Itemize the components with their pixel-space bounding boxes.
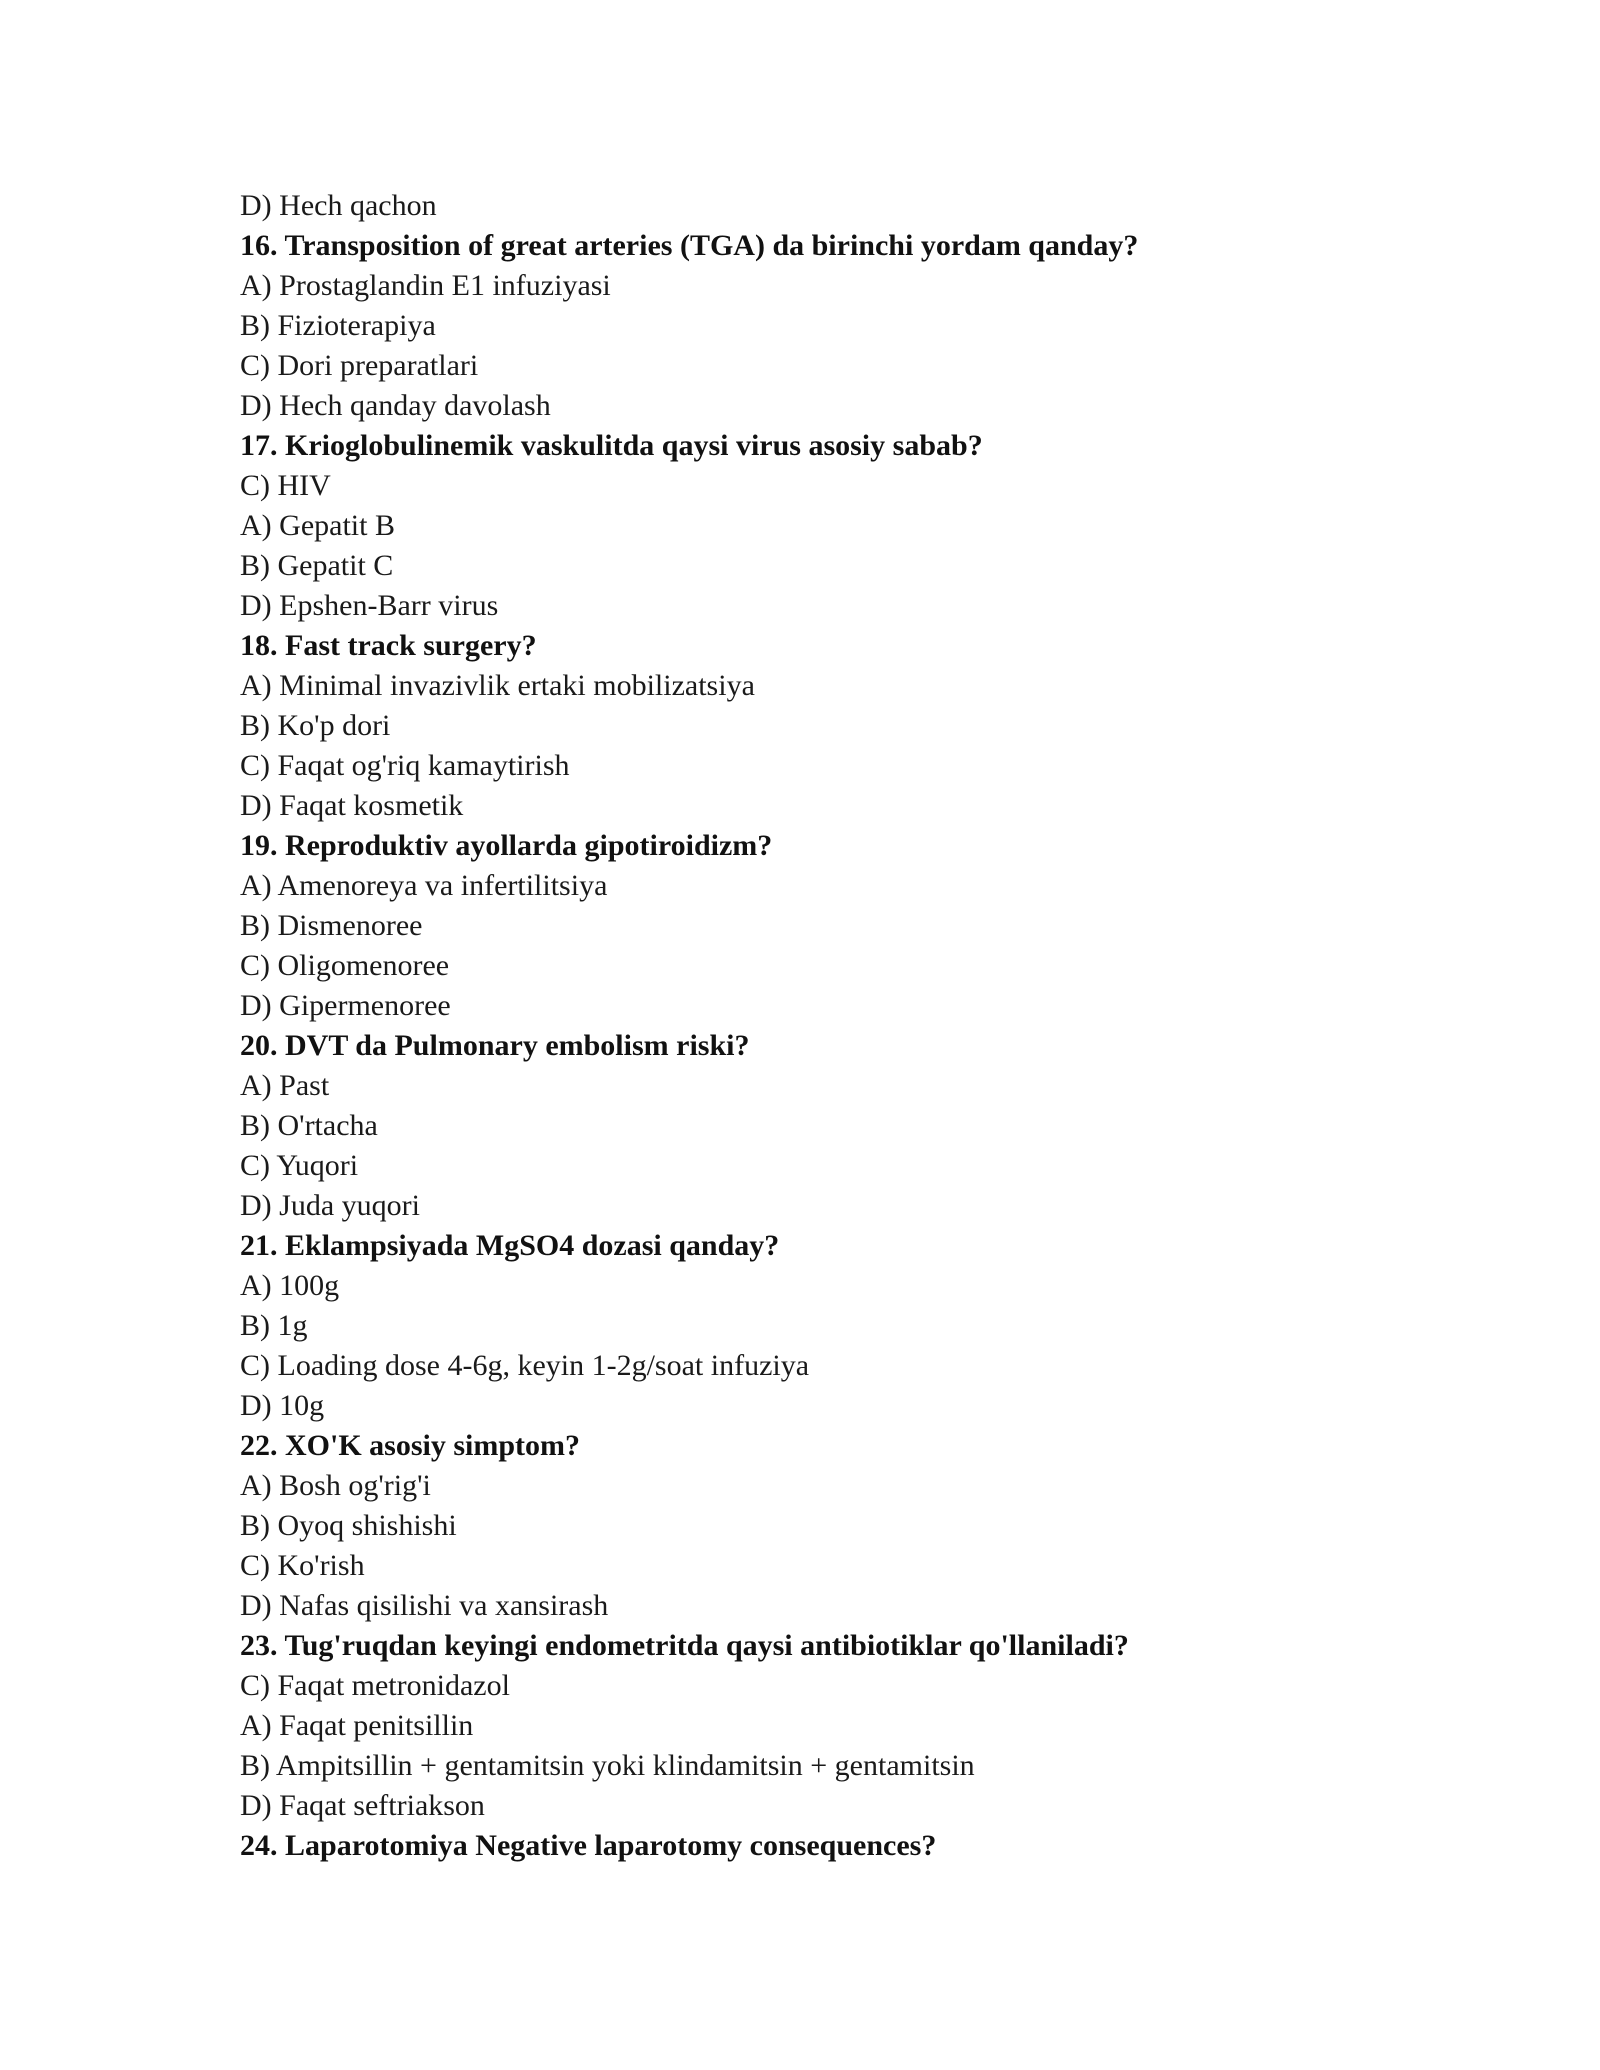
question-text: 20. DVT da Pulmonary embolism riski? [240, 1029, 750, 1062]
question-text: 17. Krioglobulinemik vaskulitda qaysi virus asosiy sabab? [240, 429, 983, 462]
answer-option: A) Past [240, 1069, 330, 1102]
answer-option: D) Juda yuqori [240, 1189, 420, 1222]
answer-option: D) Gipermenoree [240, 989, 451, 1022]
answer-option: C) Dori preparatlari [240, 349, 479, 382]
document-page [240, 186, 1440, 1866]
answer-option: D) 10g [240, 1389, 325, 1422]
question-text: 22. XO'K asosiy simptom? [240, 1429, 581, 1462]
answer-option: D) Hech qanday davolash [240, 389, 551, 422]
answer-option: A) 100g [240, 1269, 340, 1302]
question-text: 16. Transposition of great arteries (TGA) da birinchi yordam qanday? [240, 229, 1139, 262]
question-text: 23. Tug'ruqdan keyingi endometritda qaysi antibiotiklar qo'llaniladi? [240, 1629, 1129, 1662]
question-block-18 [240, 626, 1440, 826]
question-block-21 [240, 1226, 1440, 1426]
answer-option: C) Faqat og'riq kamaytirish [240, 749, 570, 782]
question-block-17 [240, 426, 1440, 626]
answer-option: C) Faqat metronidazol [240, 1669, 510, 1702]
answer-option: A) Minimal invazivlik ertaki mobilizatsiya [240, 669, 755, 702]
answer-option: A) Prostaglandin E1 infuziyasi [240, 269, 611, 302]
answer-option: A) Gepatit B [240, 509, 395, 542]
answer-option: B) Oyoq shishishi [240, 1509, 457, 1542]
question-block-20 [240, 1026, 1440, 1226]
question-text: 24. Laparotomiya Negative laparotomy consequences? [240, 1829, 937, 1862]
answer-option: C) Loading dose 4-6g, keyin 1-2g/soat infuziya [240, 1349, 810, 1382]
answer-option: B) Fizioterapiya [240, 309, 436, 342]
answer-option: B) Dismenoree [240, 909, 423, 942]
answer-option: B) Gepatit C [240, 549, 394, 582]
answer-option: A) Bosh og'rig'i [240, 1469, 431, 1502]
answer-option: C) Yuqori [240, 1149, 359, 1182]
answer-option: D) Faqat seftriakson [240, 1789, 485, 1822]
answer-option: D) Faqat kosmetik [240, 789, 464, 822]
answer-option: D) Nafas qisilishi va xansirash [240, 1589, 609, 1622]
question-block-19 [240, 826, 1440, 1026]
answer-option: C) Ko'rish [240, 1549, 365, 1582]
question-block-23 [240, 1626, 1440, 1826]
question-text: 19. Reproduktiv ayollarda gipotiroidizm? [240, 829, 773, 862]
answer-option: A) Faqat penitsillin [240, 1709, 474, 1742]
question-block-16 [240, 226, 1440, 426]
question-block-22 [240, 1426, 1440, 1626]
answer-option: D) Epshen-Barr virus [240, 589, 499, 622]
answer-option: B) O'rtacha [240, 1109, 378, 1142]
question-text: 21. Eklampsiyada MgSO4 dozasi qanday? [240, 1229, 780, 1262]
answer-option: B) Ko'p dori [240, 709, 391, 742]
answer-option: A) Amenoreya va infertilitsiya [240, 869, 608, 902]
answer-option: C) HIV [240, 469, 331, 502]
question-block-24 [240, 1826, 1440, 1866]
lead-option: D) Hech qachon [240, 189, 437, 222]
answer-option: B) 1g [240, 1309, 308, 1342]
question-text: 18. Fast track surgery? [240, 629, 537, 662]
answer-option: B) Ampitsillin + gentamitsin yoki klindamitsin + gentamitsin [240, 1749, 975, 1782]
answer-option: C) Oligomenoree [240, 949, 450, 982]
